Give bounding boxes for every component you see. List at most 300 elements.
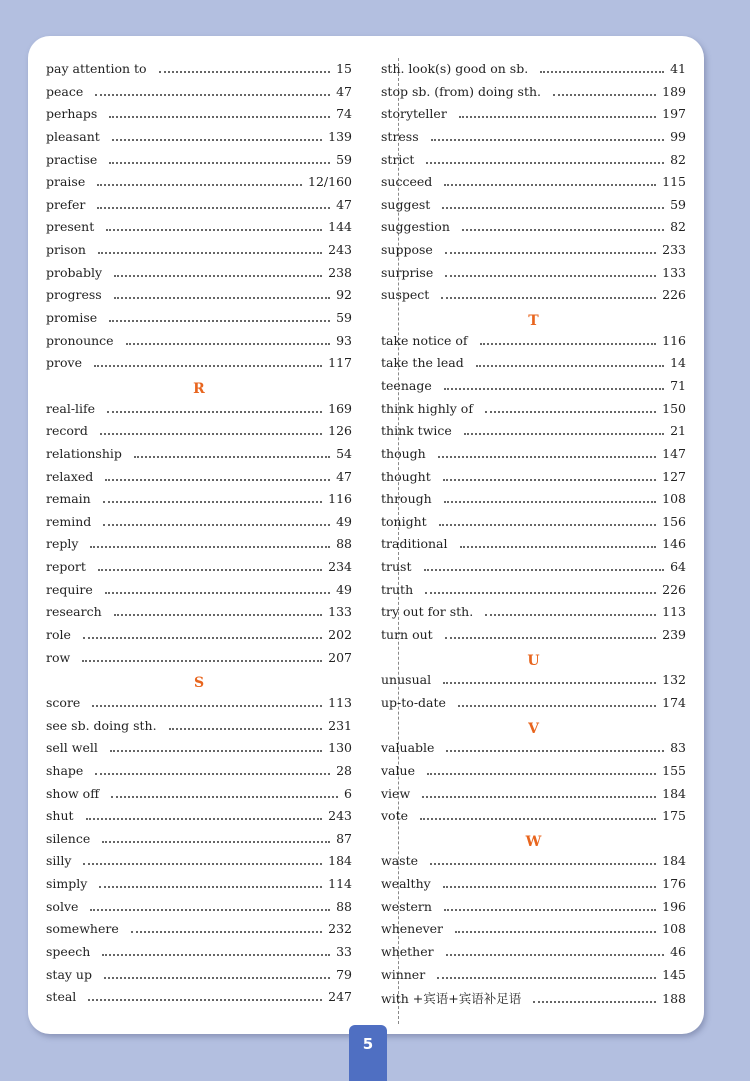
dot-leader: [97, 207, 330, 209]
entry-word: present: [46, 219, 95, 235]
glossary-entry: [381, 672, 686, 695]
entry-page-number: 144: [328, 219, 352, 235]
dot-leader: [444, 501, 656, 503]
dot-leader: [92, 705, 322, 707]
entry-page-number: 114: [328, 876, 352, 892]
glossary-entry: [46, 219, 352, 242]
glossary-entry: [381, 853, 686, 876]
entry-page-number: 113: [662, 604, 686, 620]
glossary-entry: [46, 106, 352, 129]
entry-page-number: 139: [328, 128, 352, 144]
dot-leader: [99, 886, 322, 888]
glossary-entry: [381, 129, 686, 152]
entry-word: though: [381, 445, 426, 461]
entry-word: real-life: [46, 400, 96, 416]
entry-word: remain: [46, 491, 91, 507]
glossary-entry: [46, 491, 352, 514]
glossary-entry: [46, 355, 352, 378]
glossary-entry: [46, 944, 352, 967]
dot-leader: [109, 320, 330, 322]
entry-page-number: 189: [662, 83, 686, 99]
dot-leader: [169, 728, 323, 730]
dot-leader: [114, 614, 322, 616]
entry-page-number: 226: [662, 581, 686, 597]
entry-word: value: [381, 762, 415, 778]
dot-leader: [443, 479, 656, 481]
entry-page-number: 197: [662, 106, 686, 122]
entry-word: relaxed: [46, 468, 94, 484]
entry-page-number: 130: [328, 740, 352, 756]
dot-leader: [114, 297, 330, 299]
dot-leader: [446, 954, 664, 956]
entry-page-number: 174: [662, 694, 686, 710]
entry-word: relationship: [46, 445, 122, 461]
entry-word: see sb. doing sth.: [46, 717, 157, 733]
dot-leader: [134, 456, 330, 458]
dot-leader: [485, 614, 656, 616]
entry-word: progress: [46, 287, 102, 303]
glossary-entry: [46, 921, 352, 944]
entry-page-number: 41: [670, 61, 686, 76]
entry-page-number: 108: [662, 491, 686, 507]
entry-page-number: 108: [662, 921, 686, 937]
glossary-entry: [46, 152, 352, 175]
dot-leader: [437, 977, 656, 979]
entry-word: record: [46, 423, 88, 439]
entry-word: show off: [46, 785, 100, 801]
entry-page-number: 64: [670, 559, 686, 575]
dot-leader: [540, 71, 664, 73]
entry-page-number: 79: [336, 966, 352, 982]
glossary-entry: [46, 197, 352, 220]
dot-leader: [111, 796, 338, 798]
entry-page-number: 87: [336, 830, 352, 846]
entry-word: view: [381, 785, 411, 801]
entry-page-number: 115: [662, 174, 686, 190]
entry-page-number: 184: [662, 853, 686, 869]
entry-word: vote: [381, 808, 409, 824]
glossary-entry: [46, 333, 352, 356]
dot-leader: [431, 139, 664, 141]
glossary-entry: [381, 423, 686, 446]
entry-page-number: 93: [336, 332, 352, 348]
dot-leader: [110, 750, 322, 752]
dot-leader: [104, 977, 330, 979]
entry-page-number: 146: [662, 536, 686, 552]
entry-word: silence: [46, 830, 91, 846]
entry-word: take the lead: [381, 355, 464, 371]
entry-page-number: 54: [336, 445, 352, 461]
entry-word: unusual: [381, 672, 432, 688]
dot-leader: [109, 162, 330, 164]
glossary-entry: [381, 604, 686, 627]
dot-leader: [422, 796, 656, 798]
dot-leader: [131, 931, 322, 933]
entry-page-number: 176: [662, 876, 686, 892]
entry-page-number: 232: [328, 921, 352, 937]
entry-page-number: 47: [336, 468, 352, 484]
entry-word: stress: [381, 128, 419, 144]
dot-leader: [95, 773, 330, 775]
dot-leader: [98, 569, 322, 571]
dot-leader: [98, 252, 322, 254]
page-number-tab: [349, 1025, 387, 1081]
entry-page-number: 231: [328, 717, 352, 733]
glossary-entry: [46, 899, 352, 922]
glossary-entry: [381, 536, 686, 559]
entry-page-number: 188: [662, 991, 686, 1007]
glossary-entry: [381, 61, 686, 84]
dot-leader: [442, 207, 664, 209]
glossary-entry: [46, 763, 352, 786]
entry-page-number: 202: [328, 627, 352, 643]
right-column: [381, 61, 686, 1012]
left-column: [46, 61, 352, 1012]
entry-word: pronounce: [46, 332, 114, 348]
glossary-entry: [46, 446, 352, 469]
entry-word: think highly of: [381, 400, 473, 416]
dot-leader: [83, 863, 322, 865]
entry-word: traditional: [381, 536, 448, 552]
entry-page-number: 234: [328, 559, 352, 575]
dot-leader: [424, 569, 665, 571]
entry-page-number: 88: [336, 898, 352, 914]
dot-leader: [102, 954, 330, 956]
glossary-entry: [46, 174, 352, 197]
entry-word: tonight: [381, 513, 427, 529]
glossary-entry: [381, 695, 686, 718]
glossary-page: [28, 36, 704, 1034]
entry-word: probably: [46, 264, 103, 280]
entry-word: perhaps: [46, 106, 98, 122]
glossary-entry: [381, 106, 686, 129]
entry-page-number: 28: [336, 762, 352, 778]
entry-page-number: 33: [336, 943, 352, 959]
entry-word: waste: [381, 853, 418, 869]
entry-page-number: 243: [328, 808, 352, 824]
glossary-entry: [381, 921, 686, 944]
entry-word: through: [381, 491, 432, 507]
dot-leader: [443, 886, 656, 888]
entry-word: strict: [381, 151, 415, 167]
glossary-entry: [381, 763, 686, 786]
glossary-entry: [46, 718, 352, 741]
glossary-entry: [46, 514, 352, 537]
entry-word: peace: [46, 83, 84, 99]
glossary-entry: [46, 786, 352, 809]
dot-leader: [441, 297, 656, 299]
glossary-entry: [46, 401, 352, 424]
dot-leader: [445, 637, 656, 639]
glossary-entry: [381, 401, 686, 424]
entry-page-number: 82: [670, 219, 686, 235]
entry-page-number: 74: [336, 106, 352, 122]
glossary-entry: [46, 242, 352, 265]
entry-page-number: 156: [662, 513, 686, 529]
entry-page-number: 196: [662, 898, 686, 914]
glossary-entry: [381, 786, 686, 809]
entry-word: praise: [46, 174, 86, 190]
dot-leader: [445, 275, 656, 277]
entry-page-number: 21: [670, 423, 686, 439]
dot-leader: [425, 592, 656, 594]
glossary-entry: [46, 423, 352, 446]
glossary-entry: [381, 944, 686, 967]
glossary-entry: [46, 84, 352, 107]
entry-word: steal: [46, 989, 77, 1005]
glossary-entry: [46, 831, 352, 854]
entry-word: western: [381, 898, 432, 914]
entry-page-number: 184: [328, 853, 352, 869]
glossary-entry: [46, 808, 352, 831]
glossary-entry: [381, 446, 686, 469]
dot-leader: [459, 116, 656, 118]
entry-word: score: [46, 694, 81, 710]
entry-word: shut: [46, 808, 74, 824]
glossary-entry: [46, 740, 352, 763]
entry-word: truth: [381, 581, 414, 597]
section-letter: R: [193, 380, 205, 397]
entry-word: prove: [46, 355, 82, 371]
dot-leader: [464, 433, 664, 435]
section-letter: S: [193, 675, 205, 692]
entry-page-number: 59: [336, 310, 352, 326]
entry-page-number: 59: [336, 151, 352, 167]
dot-leader: [105, 592, 330, 594]
entry-word: somewhere: [46, 921, 119, 937]
dot-leader: [455, 931, 656, 933]
entry-word: trust: [381, 559, 412, 575]
dot-leader: [97, 184, 302, 186]
glossary-entry: [381, 84, 686, 107]
dot-leader: [103, 501, 322, 503]
entry-word: require: [46, 581, 93, 597]
entry-page-number: 113: [328, 694, 352, 710]
glossary-entry: [46, 265, 352, 288]
dot-leader: [86, 818, 323, 820]
dot-leader: [444, 388, 664, 390]
dot-leader: [95, 94, 330, 96]
dot-leader: [438, 456, 656, 458]
entry-page-number: 14: [670, 355, 686, 371]
dot-leader: [100, 433, 322, 435]
glossary-entry: [381, 899, 686, 922]
section-letter: W: [525, 833, 542, 850]
entry-word: think twice: [381, 423, 452, 439]
entry-word: with +宾语+宾语补足语: [381, 991, 522, 1007]
dot-leader: [533, 1001, 656, 1003]
dot-leader: [485, 411, 656, 413]
entry-page-number: 88: [336, 536, 352, 552]
glossary-entry: [381, 287, 686, 310]
glossary-entry: [381, 469, 686, 492]
entry-page-number: 150: [662, 400, 686, 416]
entry-page-number: 127: [662, 468, 686, 484]
entry-page-number: 247: [328, 989, 352, 1005]
dot-leader: [460, 546, 657, 548]
glossary-entry: [46, 469, 352, 492]
entry-word: research: [46, 604, 102, 620]
dot-leader: [446, 750, 664, 752]
entry-word: role: [46, 627, 71, 643]
dot-leader: [103, 524, 330, 526]
glossary-entry: [46, 287, 352, 310]
glossary-entry: [381, 355, 686, 378]
entry-page-number: 133: [328, 604, 352, 620]
entry-page-number: 116: [328, 491, 352, 507]
entry-word: stay up: [46, 966, 92, 982]
dot-leader: [445, 252, 656, 254]
dot-leader: [107, 411, 322, 413]
glossary-entry: [46, 650, 352, 673]
glossary-entry: [46, 582, 352, 605]
entry-word: prefer: [46, 196, 86, 212]
dot-leader: [102, 841, 330, 843]
entry-word: succeed: [381, 174, 433, 190]
entry-page-number: 47: [336, 196, 352, 212]
dot-leader: [430, 863, 656, 865]
entry-word: solve: [46, 898, 79, 914]
glossary-entry: [381, 174, 686, 197]
entry-word: silly: [46, 853, 72, 869]
entry-page-number: 147: [662, 445, 686, 461]
dot-leader: [462, 229, 664, 231]
entry-word: surprise: [381, 264, 434, 280]
glossary-entry: [381, 378, 686, 401]
dot-leader: [444, 909, 656, 911]
entry-word: sth. look(s) good on sb.: [381, 61, 529, 76]
entry-page-number: 226: [662, 287, 686, 303]
entry-page-number: 133: [662, 264, 686, 280]
glossary-entry: [46, 853, 352, 876]
entry-word: winner: [381, 966, 426, 982]
entry-page-number: 59: [670, 196, 686, 212]
entry-word: suspect: [381, 287, 430, 303]
glossary-entry: [381, 967, 686, 990]
glossary-entry: [46, 129, 352, 152]
entry-page-number: 46: [670, 943, 686, 959]
glossary-entry: [381, 582, 686, 605]
dot-leader: [476, 365, 664, 367]
entry-page-number: 116: [662, 332, 686, 348]
entry-page-number: 233: [662, 242, 686, 258]
glossary-entry: [46, 536, 352, 559]
dot-leader: [458, 705, 656, 707]
dot-leader: [480, 343, 657, 345]
section-letter: V: [528, 720, 539, 737]
entry-page-number: 126: [328, 423, 352, 439]
glossary-entry: [381, 152, 686, 175]
glossary-entry: [46, 310, 352, 333]
dot-leader: [90, 546, 330, 548]
entry-page-number: 184: [662, 785, 686, 801]
entry-word: whether: [381, 943, 434, 959]
glossary-entry: [46, 695, 352, 718]
entry-page-number: 92: [336, 287, 352, 303]
entry-word: storyteller: [381, 106, 447, 122]
entry-word: reply: [46, 536, 79, 552]
dot-leader: [444, 184, 656, 186]
page-number: 5: [362, 1035, 374, 1053]
entry-page-number: 175: [662, 808, 686, 824]
entry-word: row: [46, 649, 71, 665]
entry-word: up-to-date: [381, 694, 446, 710]
entry-page-number: 155: [662, 762, 686, 778]
entry-word: practise: [46, 151, 98, 167]
dot-leader: [112, 139, 322, 141]
entry-word: turn out: [381, 627, 433, 643]
entry-page-number: 83: [670, 740, 686, 756]
dot-leader: [109, 116, 330, 118]
glossary-entry: [46, 967, 352, 990]
entry-page-number: 207: [328, 649, 352, 665]
dot-leader: [82, 660, 322, 662]
entry-word: valuable: [381, 740, 435, 756]
dot-leader: [105, 479, 330, 481]
entry-word: wealthy: [381, 876, 431, 892]
entry-page-number: 15: [336, 61, 352, 76]
entry-word: remind: [46, 513, 92, 529]
glossary-entry: [46, 61, 352, 84]
section-letter: U: [527, 652, 540, 669]
entry-page-number: 117: [328, 355, 352, 371]
entry-page-number: 132: [662, 672, 686, 688]
entry-word: suggest: [381, 196, 431, 212]
entry-page-number: 243: [328, 242, 352, 258]
dot-leader: [114, 275, 322, 277]
entry-word: speech: [46, 943, 91, 959]
entry-page-number: 47: [336, 83, 352, 99]
glossary-entry: [381, 514, 686, 537]
dot-leader: [126, 343, 331, 345]
entry-word: simply: [46, 876, 88, 892]
glossary-entry: [46, 989, 352, 1012]
entry-page-number: 49: [336, 581, 352, 597]
dot-leader: [88, 999, 322, 1001]
glossary-entry: [46, 876, 352, 899]
entry-page-number: 169: [328, 400, 352, 416]
glossary-entry: [381, 242, 686, 265]
glossary-entry: [381, 808, 686, 831]
entry-word: promise: [46, 310, 98, 326]
glossary-entry: [46, 559, 352, 582]
glossary-entry: [46, 604, 352, 627]
entry-page-number: 238: [328, 264, 352, 280]
entry-word: whenever: [381, 921, 444, 937]
entry-word: try out for sth.: [381, 604, 474, 620]
entry-word: suppose: [381, 242, 433, 258]
entry-word: shape: [46, 762, 84, 778]
entry-word: teenage: [381, 377, 432, 393]
glossary-entry: [381, 740, 686, 763]
dot-leader: [159, 71, 331, 73]
glossary-entry: [381, 265, 686, 288]
glossary-entry: [381, 491, 686, 514]
entry-page-number: 49: [336, 513, 352, 529]
entry-word: take notice of: [381, 332, 468, 348]
entry-word: sell well: [46, 740, 98, 756]
glossary-entry: [381, 559, 686, 582]
entry-word: report: [46, 559, 86, 575]
glossary-entry: [46, 627, 352, 650]
glossary-entry: [381, 197, 686, 220]
dot-leader: [94, 365, 322, 367]
glossary-entry: [381, 627, 686, 650]
dot-leader: [427, 773, 656, 775]
dot-leader: [83, 637, 322, 639]
section-letter: T: [528, 313, 539, 330]
entry-word: thought: [381, 468, 431, 484]
